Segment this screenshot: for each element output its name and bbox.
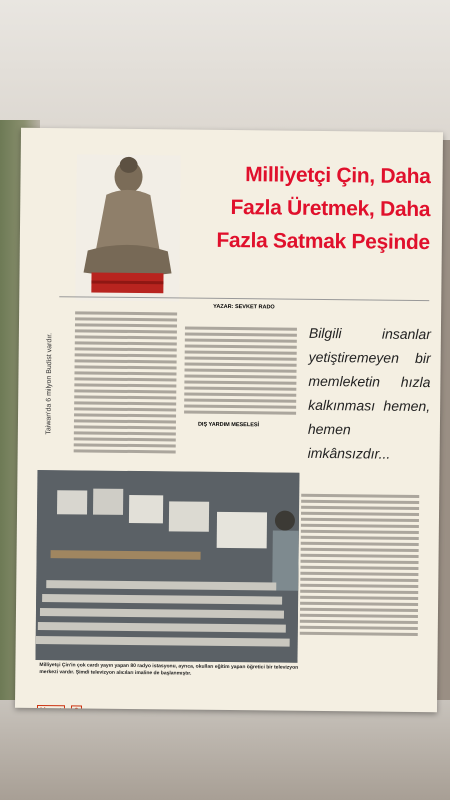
side-caption: Taiwan'da 6 milyon Budist vardır. <box>45 332 54 435</box>
tv-factory-photo <box>35 470 299 663</box>
title-line-3: Fazla Satmak Peşinde <box>216 228 430 255</box>
article-title <box>190 158 431 260</box>
photo-caption: Milliyetçi Çin'in çok cardı yayın yapan 80 radyo istasyonu, ayrıca, okulları eğitim yapan öğretici bir televizyon merkezi vardır. Şimdi televizyon alıcıları imaline de başlanmıştır. <box>39 662 299 677</box>
byline: YAZAR: SEVKET RADO <box>213 303 275 311</box>
background-top <box>0 0 450 140</box>
body-column-3 <box>300 491 420 639</box>
subheading: DIŞ YARDIM MESELESİ <box>197 421 260 429</box>
title-line-1: Milliyetçi Çin, Daha <box>245 163 431 189</box>
magazine-page <box>15 128 443 712</box>
body-column-1 <box>74 308 178 456</box>
pull-quote: Bilgili insanlar yetiştiremeyen bir memleketin hızla kalkınması hemen, hemen imkânsızdır... <box>307 324 431 462</box>
background-bottom <box>0 700 450 800</box>
factory-scene <box>35 470 299 663</box>
body-column-2 <box>184 310 297 418</box>
buddha-statue-image <box>75 154 181 301</box>
title-line-2: Fazla Üretmek, Daha <box>230 196 431 222</box>
